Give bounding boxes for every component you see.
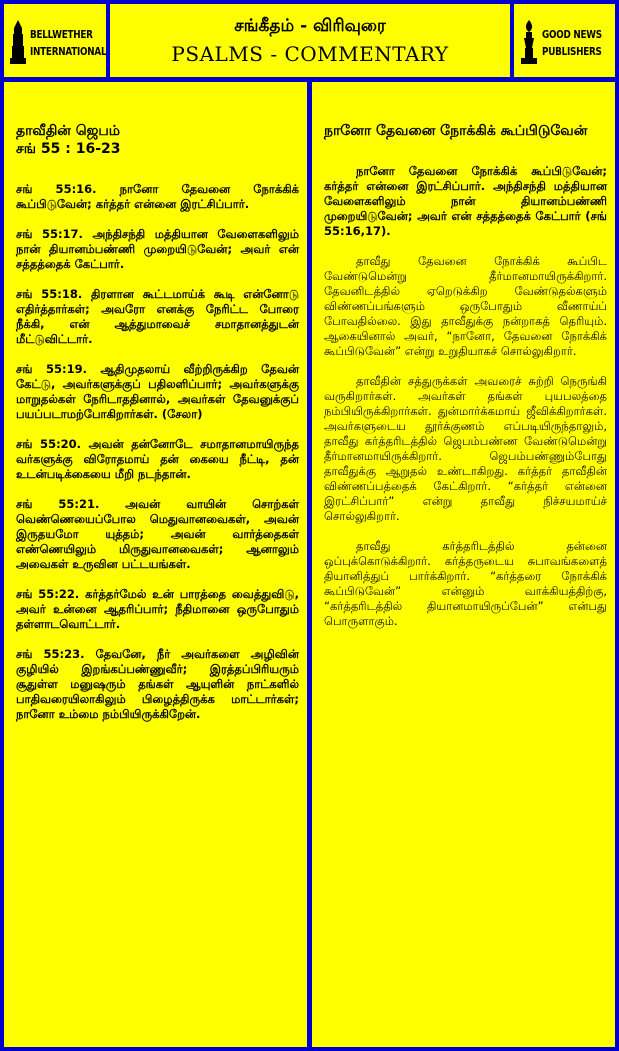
- verse-23: சங் 55:23. தேவனே, நீர் அவர்களை அழிவின் குழியில் இறங்கப்பண்ணுவீர்; இரத்தப்பிரியரும் சூதுள்ள மனுஷரும் தங்கள் ஆயுளின் நாட்களில் பாதிவரையிலாகிலும் பிழைத்திருக்க மாட்டார்கள்; நானோ உம்மை நம்பியிருக்கிறேன்.: [16, 647, 299, 721]
- verse-20: சங் 55:20. அவன் தன்னோடே சமாதானமாயிருந்த வர்களுக்கு விரோதமாய் தன் கையை நீட்டி, தன் உடன்படிக்கையை மீறி நடந்தான்.: [16, 437, 299, 481]
- title-tamil: சங்கீதம் - விரிவுரை: [234, 16, 386, 36]
- commentary-paragraph: தாவீதின் சத்துருக்கள் அவரைச் சுற்றி நெருங்கி வருகிறார்கள். அவர்கள் தங்கள் புயபலத்தை நம்பியிருக்கிறார்கள். துன்மார்க்கமாய் ஜீவிக்கிறார்கள். அவர்களுடைய தூர்க்குணம் எப்படியிருந்தாலும், தாவீது கர்த்தரிடத்தில் ஜெபம்பண்ண வேண்டுமென்று தீர்மானமாயிருக்கிறார். ஜெபம்பண்ணும்போது தாவீதுக்கு ஆறுதல் உண்டாகிறது. கர்த்தர் தாவீதின் விண்ணப்பத்தைக் கேட்கிறார். “கர்த்தர் என்னை இரட்சிப்பார்” என்று தாவீது நிச்சயமாய்ச் சொல்லுகிறார்.: [324, 374, 607, 523]
- left-column-heading: [16, 122, 299, 158]
- commentary-paragraph: தாவீது தேவனை நோக்கிக் கூப்பிட வேண்டுமென்று தீர்மானமாயிருக்கிறார். தேவனிடத்தில் ஏறெடுக்கிற வேண்டுதல்களும் விண்ணப்பங்களும் ஒருபோதும் வீணாய்ப் போவதில்லை. இது தாவீதுக்கு நன்றாகத் தெரியும். ஆகையினால் அவர், “நானோ, தேவனை நோக்கிக் கூப்பிடுவேன்” என்று உறுதியாகச் சொல்லுகிறார்.: [324, 254, 607, 358]
- prayer-heading: தாவீதின் ஜெபம்: [16, 123, 121, 139]
- commentary-paragraph: நானோ தேவனை நோக்கிக் கூப்பிடுவேன்; கர்த்தர் என்னை இரட்சிப்பார். அந்திசந்தி மத்தியான வேளைகளிலும் நான் தியானம்பண்ணி முறையிடுவேன்; அவர் என் சத்தத்தைக் கேட்பார் (சங் 55:16,17).: [324, 164, 607, 238]
- header-title-panel: [110, 4, 510, 77]
- bellwether-logo: [8, 16, 104, 68]
- psalm-reference: சங் 55 : 16-23: [16, 141, 121, 157]
- verse-22: சங் 55:22. கர்த்தர்மேல் உன் பாரத்தை வைத்துவிடு, அவர் உன்னை ஆதரிப்பார்; நீதிமானை ஒருபோதும் தள்ளாடவொட்டார்.: [16, 587, 299, 631]
- verse-16: சங் 55:16. நானோ தேவனை நோக்கிக் கூப்பிடுவேன்; கர்த்தர் என்னை இரட்சிப்பார்.: [16, 182, 299, 211]
- header-right-logo-panel: [514, 4, 615, 77]
- torch-hand-icon: [518, 18, 540, 66]
- verse-21: சங் 55:21. அவன் வாயின் சொற்கள் வெண்ணெயைப்போல மெதுவானவைகள், அவன் இருதயமோ யுத்தம்; அவன் வார்த்தைகள் எண்ணெயிலும் மிருதுவானவைகள்; ஆனாலும் அவைகள் உருவின பட்டயங்கள்.: [16, 497, 299, 571]
- verse-18: சங் 55:18. திரளான கூட்டமாய்க் கூடி என்னோடு எதிர்த்தார்கள்; அவரோ எனக்கு நேரிட்ட போரை நீக்கி, என் ஆத்துமாவைச் சமாதானத்துடன் மீட்டுவிட்டார்.: [16, 287, 299, 346]
- logo-line2: INTERNATIONAL: [30, 45, 106, 58]
- right-column-commentary: [312, 82, 615, 1047]
- left-column-verses: [4, 82, 307, 1047]
- bell-tower-icon: [8, 18, 28, 66]
- header-left-logo-panel: [4, 4, 106, 77]
- title-english: PSALMS - COMMENTARY: [171, 42, 449, 66]
- commentary-paragraph: தாவீது கர்த்தரிடத்தில் தன்னை ஒப்புக்கொடுக்கிறார். கர்த்தருடைய சுபாவங்களைத் தியானித்துப் பார்க்கிறார். “கர்த்தரை நோக்கிக் கூப்பிடுவேன்” என்னும் வாக்கியத்திற்கு, “கர்த்தரிடத்தில் தியானமாயிருப்பேன்” என்பது பொருளாகும்.: [324, 539, 607, 628]
- logo-line2: PUBLISHERS: [542, 45, 602, 58]
- logo-line1: BELLWETHER: [30, 28, 93, 41]
- logo-line1: GOOD NEWS: [542, 28, 602, 41]
- verse-19: சங் 55:19. ஆதிமுதலாய் வீற்றிருக்கிற தேவன் கேட்டு, அவர்களுக்குப் பதிலளிப்பார்; அவர்களுக்கு மாறுதல்கள் நேரிடாததினால், அவர்கள் தேவனுக்குப் பயப்படாமற்போகிறார்கள். (சேலா): [16, 362, 299, 421]
- good-news-logo: [518, 16, 614, 68]
- right-column-heading: நானோ தேவனை நோக்கிக் கூப்பிடுவேன்: [324, 123, 588, 139]
- verse-17: சங் 55:17. அந்திசந்தி மத்தியான வேளைகளிலும் நான் தியானம்பண்ணி முறையிடுவேன்; அவர் என் சத்தத்தைக் கேட்பார்.: [16, 227, 299, 271]
